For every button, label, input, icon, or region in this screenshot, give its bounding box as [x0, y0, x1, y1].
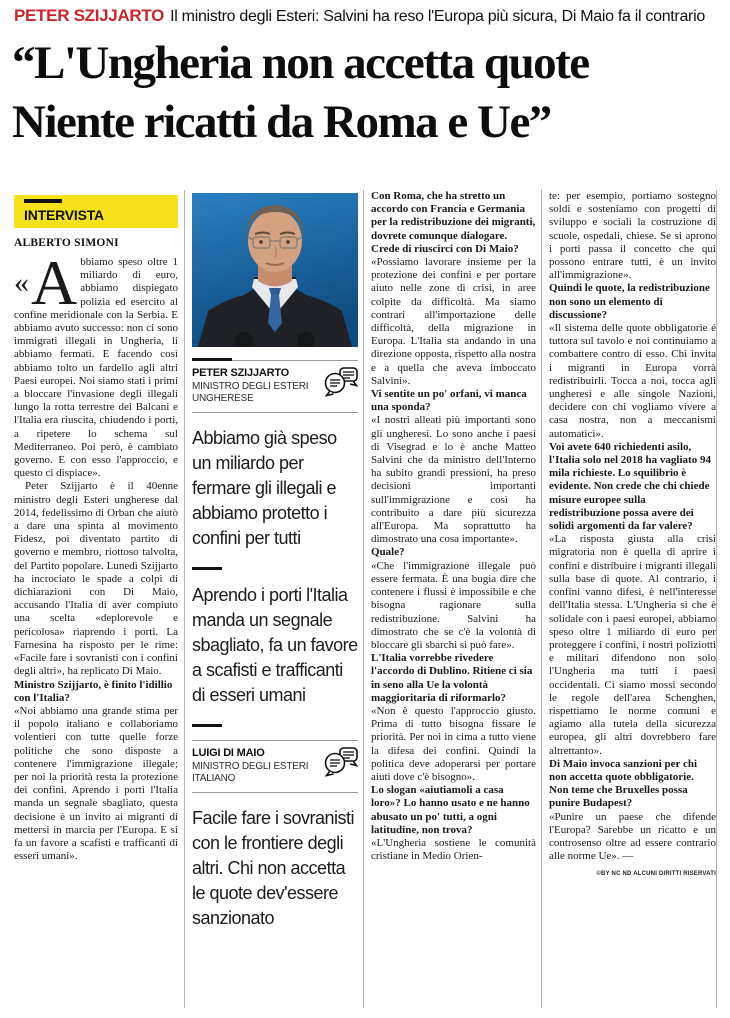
question: Vi sentite un po' orfani, vi manca una sponda? [371, 388, 527, 414]
photo-caption-dimaio [192, 740, 358, 793]
headline-line1: “L'Ungheria non accetta quote [12, 37, 589, 89]
question: Voi avete 640 richiedenti asilo, l'Italia solo nel 2018 ha vagliato 94 mila richieste. Lo squilibrio è evidente. Non crede che chi chiede misure europee sulla redistribuzione possa avere dei solidi argomenti da far valere? [549, 440, 711, 533]
photo-quote-column [192, 193, 358, 931]
article-column-1 [14, 195, 178, 863]
kicker-name: PETER SZIJJARTO [14, 6, 165, 25]
answer: «Possiamo lavorare insieme per la protezione dei confini e per portare aiuto nelle zone di crisi, in aree colpite da difficoltà. Ma siamo contrari all'importazione delle difficoltà, della migrazione in Europa. L'Italia sta andando in una direzione opposta, rispetto alla nostra e a quella che aveva imboccato Salvini». [371, 256, 536, 387]
caption-rule [192, 412, 358, 413]
paragraph: Peter Szijjarto è il 40enne ministro degli Esteri ungherese dal 2014, fedelissimo di Orban che aiutò a dare una spinta al movimento Fidesz, poi diventato partito di governo e membro, riottoso talvolta, del Partito popolare. Lunedì Szijjarto ha incrociato le spade a colpi di dichiarazioni con Di Maio, accusando l'Italia di aver compiuto una scelta «deplorevole e pericolosa» riaprendo i porti. La Farnesina ha risposto per le rime: «Facile fare i sovranisti con i confini degli altri», ha replicato Di Maio. [14, 480, 178, 678]
photo-caption-szijjarto [192, 360, 358, 413]
copyright-notice: ©BY NC ND ALCUNI DIRITTI RISERVATI [596, 871, 716, 878]
caption-role: MINISTRO DEGLI ESTERI ITALIANO [192, 761, 309, 784]
pull-quote-2: Aprendo i porti l'Italia manda un segnale sbagliato, fa un favore a scafisti e trafficanti di esseri umani [192, 585, 358, 705]
question: Di Maio invoca sanzioni per chi non accetta quote obbligatorie. Non teme che Bruxelles possa punire Budapest? [549, 757, 697, 810]
answer: «Che l'immigrazione illegale può essere fermata. È una bugia dire che contenere i flussi è impossibile e che bisogna ragionare sulla redistribuzione. Salvini ha dimostrato che se c'è la volontà di bloccare gli sbarchi si può fare». [371, 559, 536, 651]
speech-bubbles-icon [324, 367, 358, 397]
caption-rule [192, 360, 358, 361]
question: Quale? [371, 546, 405, 559]
answer: «Noi abbiamo una grande stima per il popolo italiano e collaboriamo volentieri con tutte quelle forze politiche che sono disposte a contenere l'immigrazione illegale; per noi la priorità resta la protezione dei confini. Aprendo i porti l'Italia manda un segnale sbagliato, questa decisione è un invito ai migranti di mettersi in marcia per l'Europa. E si fa un favore a scafisti e trafficanti di esseri umani». [14, 704, 178, 863]
pull-quote-3: Facile fare i sovranisti con le frontiere degli altri. Chi non accetta le quote dev'essere sanzionato [192, 808, 355, 928]
caption-name: PETER SZIJJARTO [192, 367, 290, 379]
question: Ministro Szijjarto, è finito l'idillio con l'Italia? [14, 678, 173, 704]
column-rule [541, 190, 542, 1008]
byline: ALBERTO SIMONI [14, 237, 119, 249]
section-label-bar [24, 199, 62, 203]
answer: «Non è questo l'approccio giusto. Prima di tutto bisogna fissare le priorità. Per noi in cima a tutto viene la difesa dei confini. Quindi la politica deve adoperarsi per portare aiuti dove c'è bisogno». [371, 704, 536, 783]
section-label [14, 195, 178, 228]
lead-paragraph [14, 247, 178, 480]
answer: «La risposta giusta alla crisi migratoria non è quella di aprire i confini e distribuire i migranti illegali sulla base di quote. Al contrario, i confini vanno difesi, è nell'interesse dell'Italia stessa. L'Ungheria sì che è solidale con i paesi europei, abbiamo speso oltre 1 miliardo di euro per proteggere i confini, i nostri poliziotti e militari difendono non solo l'Ungheria ma tutti i paesi occidentali. Ci siamo mossi secondo le regole dell'area Schenghen, rispettiamo le norme comuni e agiamo alla tutela della sicurezza europea, gli altri dovrebbero fare altrettanto». [549, 533, 716, 757]
question: Con Roma, che ha stretto un accordo con Francia e Germania per la redistribuzione dei migranti, dovrete comunque dialogare. Crede di riuscirci con Di Maio? [371, 190, 536, 255]
caption-rule [192, 792, 358, 793]
article-column-4 [549, 190, 716, 877]
lead-text: bbiamo speso oltre 1 miliardo di euro, abbiamo dispiegato polizia ed esercito al confine meridionale con la Serbia. E abbiamo avuto successo: non ci sono immigrati illegali in Ungheria, li abbiamo fermati. E facendo così abbiamo tolto un fardello agli altri Paesi europei. Noi siamo stati i primi a bloccare l'invasione degli illegali lungo la rotta terrestre dei Balcani e l'Italia era riuscita, chiudendo i porti, a ripetere lo schema sul Mediterraneo. Poi però, è cambiato governo. E con esso l'approccio, e questo ci dispiace». [14, 256, 178, 480]
column-rule [363, 190, 364, 1008]
kicker-text: Il ministro degli Esteri: Salvini ha reso l'Europa più sicura, Di Maio fa il contrario [170, 8, 705, 25]
answer: «Punire un paese che difende l'Europa? Sarebbe un ricatto e un controsenso oltre ad essere contrario alle norme Ue». — [549, 810, 716, 863]
column-rule [716, 190, 717, 1008]
question: Lo slogan «aiutiamoli a casa loro»? Lo hanno usato e ne hanno abusato un po' tutti, a ogni latitudine, non trova? [371, 784, 530, 836]
caption-rule [192, 740, 358, 741]
column-rule [184, 190, 185, 1008]
quote-divider [192, 724, 222, 727]
pull-quote-1: Abbiamo già speso un miliardo per fermare gli illegali e abbiamo protetto i confini per tutti [192, 428, 337, 548]
caption-role: MINISTRO DEGLI ESTERI UNGHERESE [192, 381, 309, 404]
kicker [14, 6, 726, 26]
dropcap-open-quote: « [14, 266, 29, 299]
speech-bubbles-icon [324, 747, 358, 777]
quote-divider [192, 567, 222, 570]
answer: «Il sistema delle quote obbligatorie é tuttora sul tavolo e noi continuiamo a combattere contro di esso. Chi invita i migranti in Europa vorrà redistribuirli. Tocca a noi, tocca agli ungheresi e alle singole Nazioni, decidere con chi vogliamo vivere a casa nostra, non a meccanismi automatici». [549, 322, 716, 440]
answer-continuation: te: per esempio, portiamo sostegno soldi e sosteniamo con progetti di sviluppo e sociali la costruzione di scuole, ospedali, chiese. Se si aprono i porti passa il concetto che qui possono entrare tutti, è un invito all'immigrazione». [549, 190, 716, 282]
caption-name: LUIGI DI MAIO [192, 747, 265, 759]
article-column-3 [371, 190, 536, 863]
headline-line2: Niente ricatti da Roma e Ue” [12, 96, 551, 148]
question: L'Italia vorrebbe rivedere l'accordo di Dublino. Ritiene ci sia in seno alla Ue la volontà maggioritaria di riformarlo? [371, 652, 533, 704]
dropcap-letter: A [31, 247, 78, 318]
answer: «I nostri alleati più importanti sono gli ungheresi. Lo sono anche i paesi di Visegrad e lo è anche Matteo Salvini che da ministro dell'Interno ha subito grandi pressioni, ha preso decisioni importanti sull'immigrazione e così ha contribuito a dare più sicurezza all'Europa. Ma soprattutto ha dimostrato una cosa importante». [371, 414, 536, 546]
answer: «L'Ungheria sostiene le comunità cristiane in Medio Orien- [371, 836, 536, 863]
section-label-text: INTERVISTA [24, 207, 104, 223]
question: Quindi le quote, la redistribuzione non sono un elemento di discussione? [549, 282, 710, 321]
portrait-photo [192, 193, 358, 347]
page-title [12, 34, 724, 152]
